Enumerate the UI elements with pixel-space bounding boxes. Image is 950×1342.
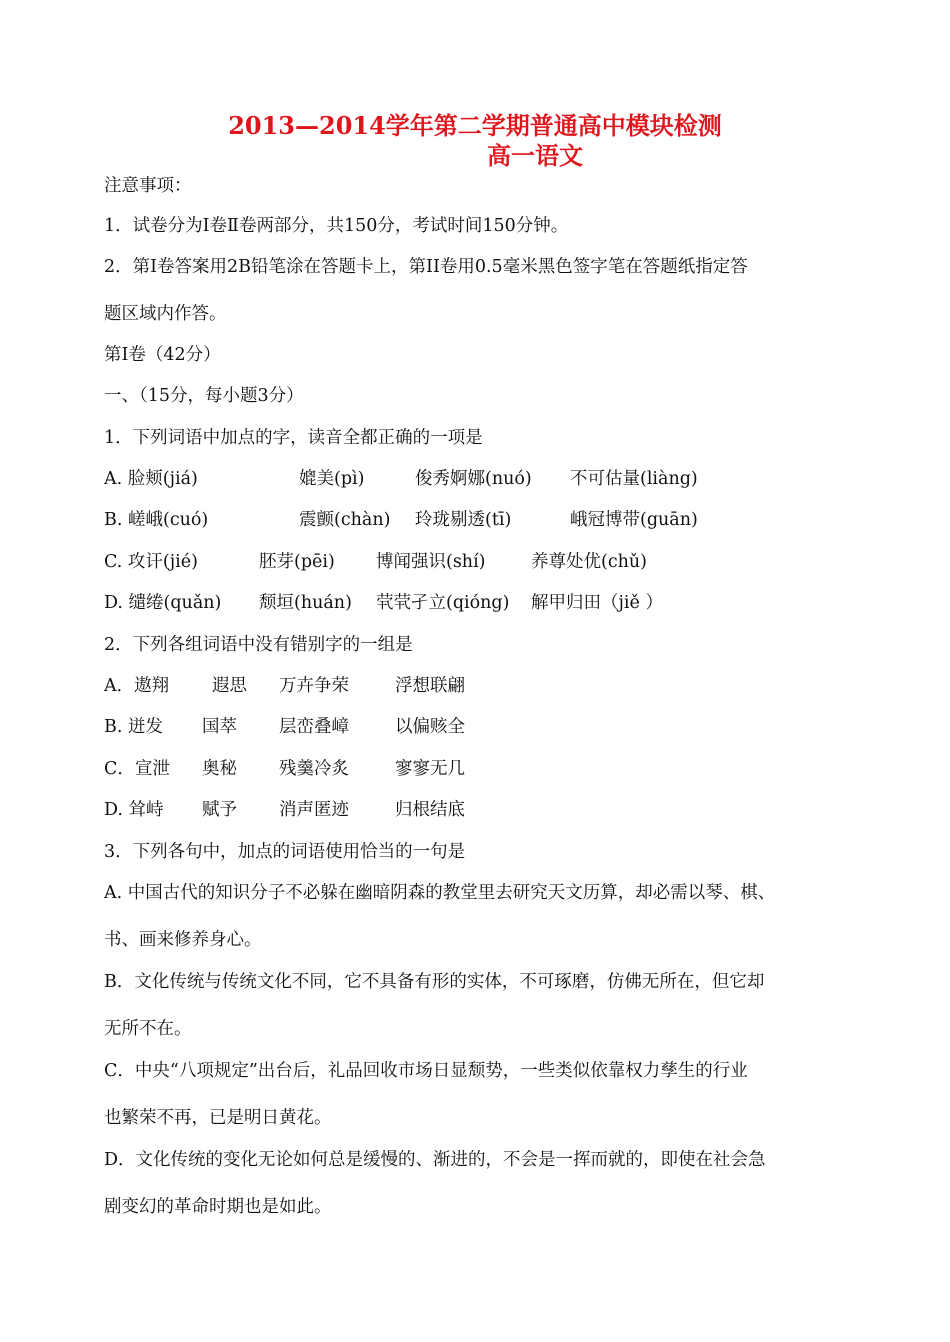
q1-b-word-4: 峨冠博带(guān) [570, 510, 698, 530]
part1-heading: 第Ⅰ卷（42分） [104, 345, 221, 365]
q1-a-word-4: 不可估量(liàng) [570, 469, 698, 489]
q1-a-word-3: 俊秀婀娜(nuó) [415, 469, 532, 489]
q2-b-word-1: B. 迸发 [104, 717, 163, 737]
q2-c-word-4: 寥寥无几 [395, 759, 465, 779]
q1-d-word-1: D. 缱绻(quǎn) [104, 593, 222, 613]
q2-b-word-3: 层峦叠嶂 [279, 717, 349, 737]
q2-a-word-4: 浮想联翩 [395, 676, 465, 696]
q1-b-word-3: 玲珑剔透(tī) [415, 510, 512, 530]
q1-a-word-1: A. 脸颊(jiá) [104, 469, 198, 489]
q3-option-b: B．文化传统与传统文化不同，它不具备有形的实体，不可琢磨，仿佛无所在，但它却 [104, 972, 765, 992]
q2-c-word-2: 奥秘 [202, 759, 237, 779]
q1-d-word-3: 茕茕孑立(qióng) [376, 593, 510, 613]
q1-stem: 1．下列词语中加点的字，读音全都正确的一项是 [104, 428, 483, 448]
q2-c-word-1: C．宣泄 [104, 759, 170, 779]
q3-option-c-cont: 也繁荣不再，已是明日黄花。 [104, 1108, 332, 1128]
notes-item-2: 2．第Ⅰ卷答案用2B铅笔涂在答题卡上，第II卷用0.5毫米黑色签字笔在答题纸指定答 [104, 257, 748, 277]
q1-d-word-2: 颓垣(huán) [259, 593, 352, 613]
q2-d-word-3: 消声匿迹 [279, 800, 349, 820]
notes-item-2-cont: 题区域内作答。 [104, 304, 227, 324]
q3-option-b-cont: 无所不在。 [104, 1019, 192, 1039]
q1-b-word-1: B. 嵯峨(cuó) [104, 510, 209, 530]
q3-option-c: C．中央“八项规定”出台后，礼品回收市场日显颓势，一些类似依靠权力孳生的行业 [104, 1061, 748, 1081]
q3-option-a: A. 中国古代的知识分子不必躲在幽暗阴森的教堂里去研究天文历算，却必需以琴、棋、 [104, 883, 776, 903]
q1-c-word-1: C. 攻讦(jié) [104, 552, 198, 572]
q2-b-word-4: 以偏赅全 [395, 717, 465, 737]
q3-option-d-cont: 剧变幻的革命时期也是如此。 [104, 1197, 332, 1217]
q1-c-word-2: 胚芽(pēi) [259, 552, 335, 572]
q2-d-word-2: 赋予 [202, 800, 237, 820]
q2-a-word-3: 万卉争荣 [279, 676, 349, 696]
q1-c-word-3: 博闻强识(shí) [376, 552, 486, 572]
q2-c-word-3: 残羹冷炙 [279, 759, 349, 779]
q2-stem: 2．下列各组词语中没有错别字的一组是 [104, 635, 413, 655]
q2-a-word-2: 遐思 [212, 676, 247, 696]
q3-stem: 3．下列各句中，加点的词语使用恰当的一句是 [104, 842, 466, 862]
notes-item-1: 1．试卷分为Ⅰ卷Ⅱ卷两部分，共150分，考试时间150分钟。 [104, 216, 569, 236]
notes-heading: 注意事项： [104, 176, 192, 196]
q2-d-word-1: D. 耸峙 [104, 800, 164, 820]
exam-title: 2013—2014学年第二学期普通高中模块检测 [228, 111, 722, 140]
section1-heading: 一、（15分，每小题3分） [104, 386, 304, 406]
q2-a-word-1: A．遨翔 [104, 676, 170, 696]
q2-d-word-4: 归根结底 [395, 800, 465, 820]
q1-c-word-4: 养尊处优(chǔ) [531, 552, 647, 572]
q3-option-d: D．文化传统的变化无论如何总是缓慢的、渐进的，不会是一挥而就的，即使在社会急 [104, 1150, 766, 1170]
q1-a-word-2: 媲美(pì) [299, 469, 365, 489]
q1-b-word-2: 震颤(chàn) [299, 510, 391, 530]
exam-subtitle: 高一语文 [487, 141, 583, 170]
q1-d-word-4: 解甲归田（jiě ） [531, 593, 663, 613]
q2-b-word-2: 国萃 [202, 717, 237, 737]
q3-option-a-cont: 书、画来修养身心。 [104, 930, 262, 950]
